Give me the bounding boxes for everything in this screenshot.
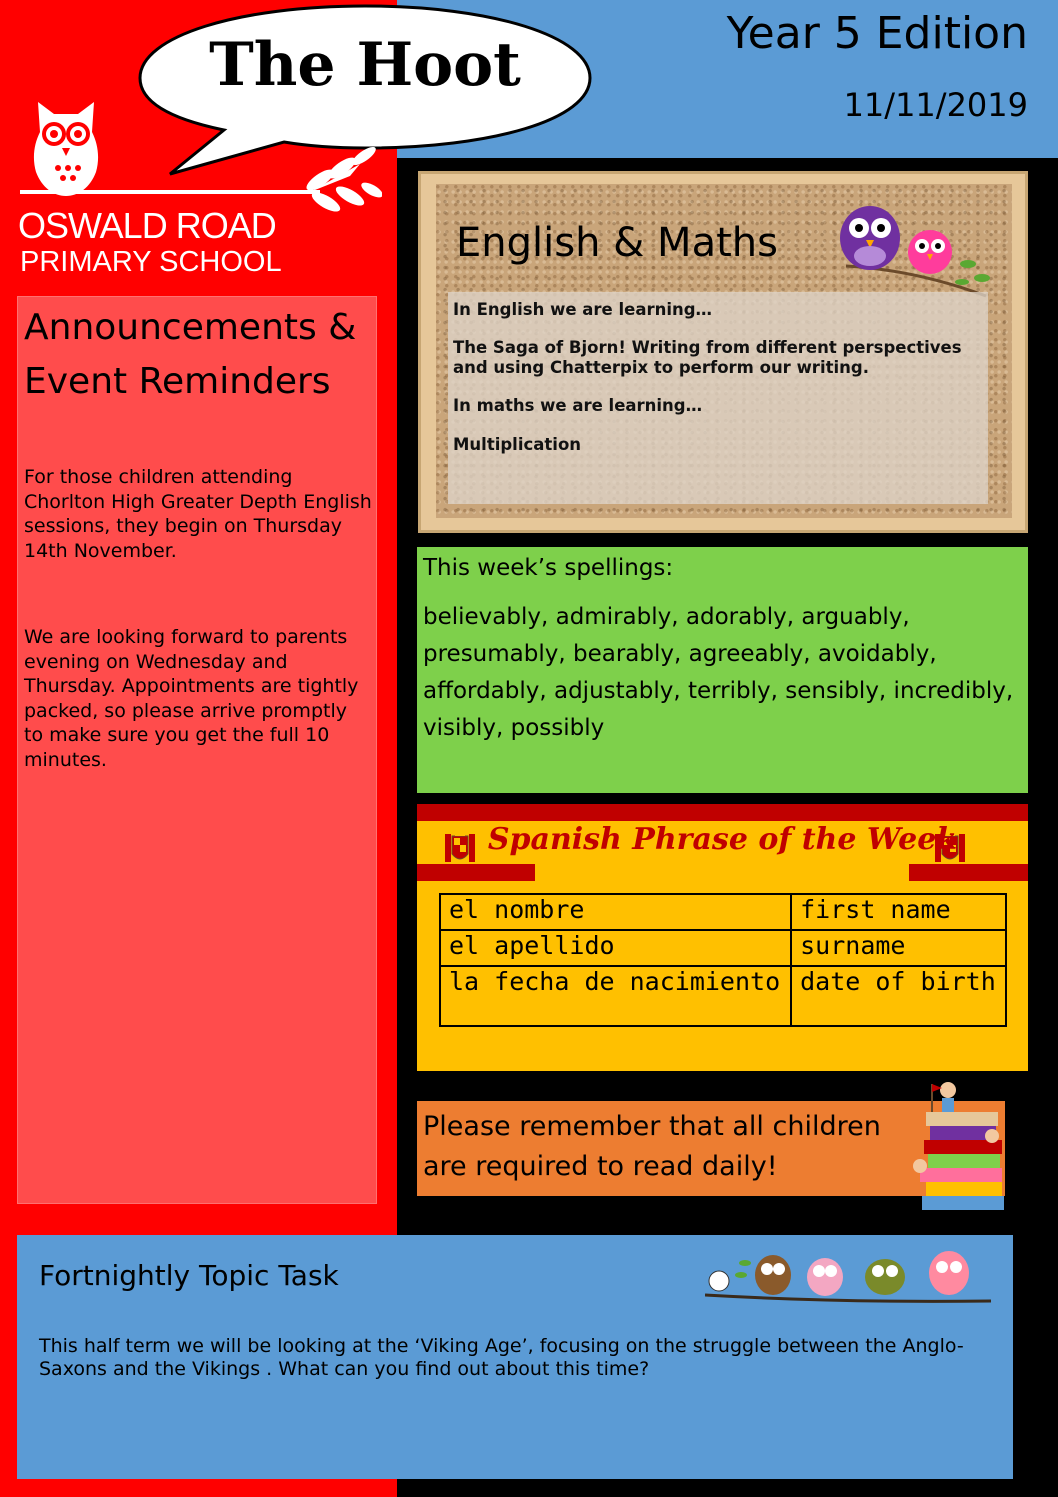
school-name-line2: PRIMARY SCHOOL bbox=[20, 246, 282, 278]
reading-reminder-text: Please remember that all children are required to read daily! bbox=[423, 1111, 881, 1182]
spanish-term: el nombre bbox=[440, 894, 791, 930]
english-maths-title: English & Maths bbox=[456, 220, 778, 266]
book-stack-icon bbox=[910, 1078, 1010, 1216]
spanish-vocab-table bbox=[439, 893, 1007, 1027]
corkboard-note bbox=[448, 292, 988, 504]
maths-topic: Multiplication bbox=[453, 435, 582, 454]
announcements-panel bbox=[17, 296, 377, 1204]
spanish-panel bbox=[417, 804, 1028, 1071]
school-name-line1: OSWALD ROAD bbox=[18, 205, 276, 246]
spellings-title: This week’s spellings: bbox=[423, 555, 674, 581]
owl-pair-icon bbox=[836, 200, 996, 300]
issue-date: 11/11/2019 bbox=[843, 86, 1028, 124]
english-term: first name bbox=[791, 894, 1006, 930]
english-term: surname bbox=[791, 930, 1006, 966]
owl-logo-icon bbox=[20, 92, 382, 212]
announcement-paragraph: We are looking forward to parents evening on Wednesday and Thursday. Appointments are tightly packed, so please arrive promptly to make sure you get the full 10 minutes. bbox=[24, 626, 359, 771]
owls-on-branch-icon bbox=[705, 1245, 995, 1307]
edition-label: Year 5 Edition bbox=[726, 8, 1028, 59]
english-term: date of birth bbox=[791, 966, 1006, 1026]
spanish-title: Spanish Phrase of the Week bbox=[487, 822, 958, 857]
maths-heading: In maths we are learning… bbox=[453, 396, 703, 415]
english-heading: In English we are learning… bbox=[453, 300, 713, 319]
spanish-term: la fecha de nacimiento bbox=[440, 966, 791, 1026]
english-topic: The Saga of Bjorn! Writing from different perspectives and using Chatterpix to perform our writing. bbox=[453, 338, 962, 377]
table-row bbox=[440, 966, 1006, 1026]
announcements-title: Announcements & Event Reminders bbox=[24, 307, 357, 402]
spellings-list: believably, admirably, adorably, arguably, presumably, bearably, agreeably, avoidably, affordably, adjustably, terribly, sensibly, incredibly, visibly, possibly bbox=[423, 604, 1014, 741]
spellings-panel bbox=[417, 547, 1028, 793]
flag-stripe-bottom-right bbox=[909, 864, 1028, 881]
table-row bbox=[440, 930, 1006, 966]
flag-stripe-top bbox=[417, 804, 1028, 821]
spanish-term: el apellido bbox=[440, 930, 791, 966]
announcement-paragraph: For those children attending Chorlton High Greater Depth English sessions, they begin on Thursday 14th November. bbox=[24, 466, 372, 562]
newsletter-title: The Hoot bbox=[209, 30, 521, 100]
table-row bbox=[440, 894, 1006, 930]
topic-task-title: Fortnightly Topic Task bbox=[39, 1259, 339, 1292]
topic-task-text: This half term we will be looking at the ‘Viking Age’, focusing on the struggle between the Anglo-Saxons and the Vikings . What can you find out about this time? bbox=[39, 1335, 964, 1380]
